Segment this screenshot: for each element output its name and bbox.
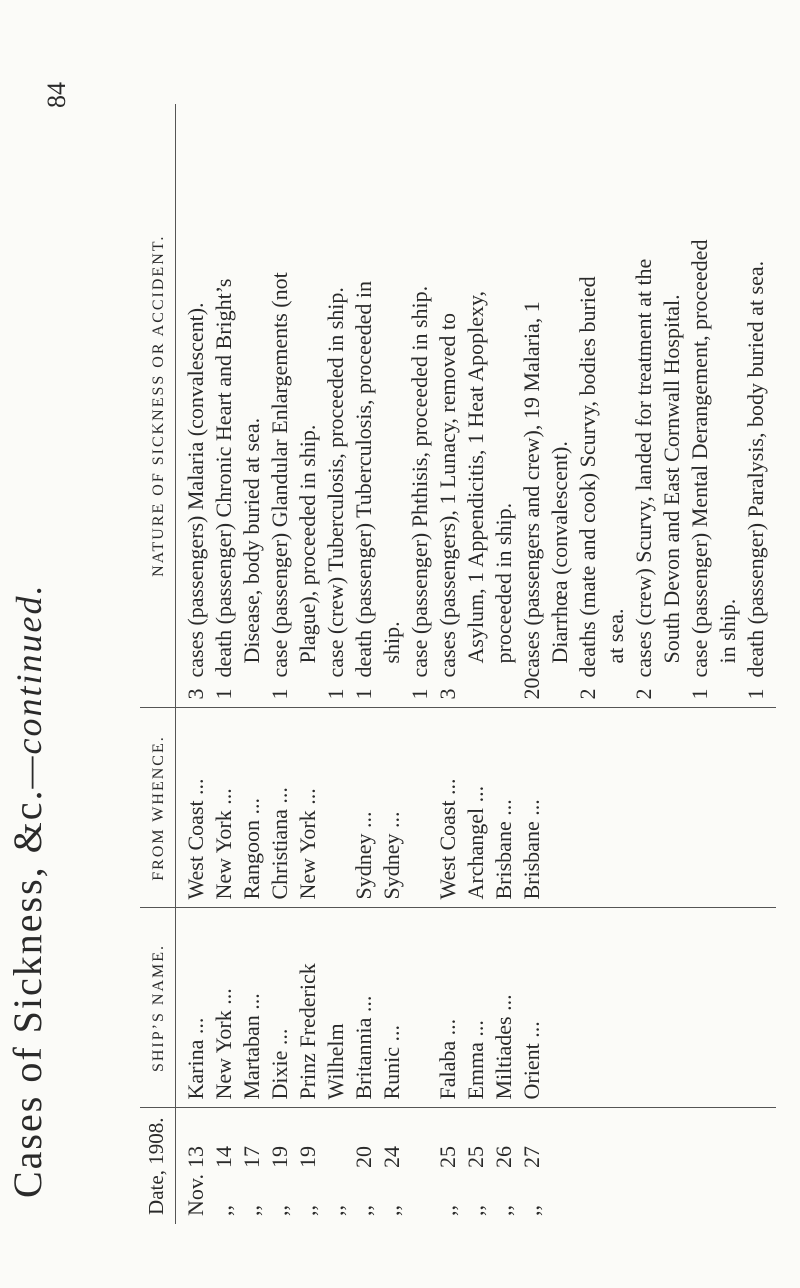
case-count: 1 <box>407 688 432 700</box>
nature-line: cases (passengers) Malaria (convalescent). <box>183 302 208 678</box>
nature-line: ship. <box>379 621 404 664</box>
case-count: 1 <box>687 688 712 700</box>
ship-name: Miltiades ... <box>491 994 516 1100</box>
nature-line: cases (passengers and crew), 19 Malaria, 1 <box>519 301 544 678</box>
date-day: 26 <box>491 1146 516 1168</box>
nature-line: case (crew) Tuberculosis, proceeded in ship. <box>323 287 348 678</box>
date-month: ,, <box>323 1205 348 1216</box>
date-month: ,, <box>267 1205 292 1216</box>
case-count: 1 <box>743 688 768 700</box>
header-row <box>140 104 176 1224</box>
running-head-title: Cases of Sickness, &c. <box>5 788 50 1198</box>
nature-entry <box>434 112 518 700</box>
date-month: ,, <box>519 1205 544 1216</box>
running-head-continued: —continued. <box>9 583 49 789</box>
date-day: 17 <box>239 1146 264 1168</box>
nature-entry <box>210 112 266 700</box>
ship-name: Britannia ... <box>351 995 376 1100</box>
from-port <box>322 717 350 900</box>
date-month: ,, <box>463 1205 488 1216</box>
nature-line: South Devon and East Cornwall Hospital. <box>659 294 684 664</box>
date-entry <box>518 1117 546 1217</box>
date-entry <box>406 1117 434 1217</box>
date-month: Nov. <box>183 1174 208 1216</box>
header-ship-name: SHIP’S NAME. <box>140 908 176 1108</box>
ship-name: Martaban ... <box>239 993 264 1100</box>
nature-line: death (passenger) Paralysis, body buried at sea. <box>743 260 768 678</box>
nature-line: case (passenger) Glandular Enlargements (not <box>267 272 292 678</box>
case-count: 2 <box>575 688 600 700</box>
from-port: Brisbane ... <box>519 799 544 900</box>
nature-text <box>266 112 322 678</box>
from-port: Rangoon ... <box>239 798 264 900</box>
date-day: 14 <box>211 1146 236 1168</box>
nature-line: cases (passengers), 1 Lunacy, removed to <box>435 313 460 678</box>
from-port: Archangel ... <box>463 785 488 900</box>
nature-line: at sea. <box>603 608 628 664</box>
page-number: 84 <box>42 82 71 108</box>
nature-text <box>210 112 266 678</box>
ship-name <box>406 917 434 1100</box>
ship-name: Karina ... <box>183 1017 208 1100</box>
date-column <box>176 1108 777 1224</box>
nature-entry <box>686 112 742 700</box>
case-count: 1 <box>323 688 348 700</box>
from-port: Sydney ... <box>351 811 376 900</box>
from-port: New York ... <box>295 788 320 900</box>
nature-entry <box>350 112 406 700</box>
header-from-whence: FROM WHENCE. <box>140 708 176 908</box>
nature-line: death (passenger) Chronic Heart and Bright’s <box>211 278 236 678</box>
date-entry <box>294 1117 322 1217</box>
nature-entry <box>406 112 434 700</box>
ship-name: New York ... <box>211 988 236 1100</box>
ship-name: Dixie ... <box>267 1028 292 1100</box>
from-port: West Coast ... <box>435 778 460 900</box>
header-nature: NATURE OF SICKNESS OR ACCIDENT. <box>140 104 176 708</box>
nature-text <box>686 112 742 678</box>
date-day: 13 <box>183 1146 208 1168</box>
nature-line: Asylum, 1 Appendicitis, 1 Heat Apoplexy, <box>463 290 488 664</box>
date-month: ,, <box>351 1205 376 1216</box>
nature-text <box>518 112 574 678</box>
nature-line: Plague), proceeded in ship. <box>295 424 320 664</box>
nature-line: Disease, body buried at sea. <box>239 417 264 664</box>
date-month: ,, <box>491 1205 516 1216</box>
nature-line: deaths (mate and cook) Scurvy, bodies buried <box>575 276 600 678</box>
ship-name: Runic ... <box>379 1024 404 1100</box>
date-day: 19 <box>295 1146 320 1168</box>
nature-line: cases (crew) Scurvy, landed for treatment at the <box>631 258 656 678</box>
case-count: 2 <box>631 688 656 700</box>
date-entry <box>322 1117 350 1217</box>
ship-name: Orient ... <box>519 1021 544 1100</box>
date-day: 27 <box>519 1146 544 1168</box>
from-port: West Coast ... <box>183 778 208 900</box>
ship-name-column <box>176 908 777 1108</box>
date-month: ,, <box>239 1205 264 1216</box>
date-entry <box>350 1117 378 1217</box>
date-entry <box>462 1117 490 1217</box>
nature-line: case (passenger) Phthisis, proceeded in ship. <box>407 285 432 678</box>
case-count: 3 <box>183 688 208 700</box>
nature-text <box>322 112 350 678</box>
date-month: ,, <box>295 1205 320 1216</box>
date-entry <box>238 1117 266 1217</box>
date-entry <box>490 1117 518 1217</box>
from-port: New York ... <box>211 788 236 900</box>
nature-entry <box>574 112 630 700</box>
case-count: 20 <box>519 677 544 700</box>
date-entry <box>266 1117 294 1217</box>
nature-text <box>630 112 686 678</box>
nature-entry <box>630 112 686 700</box>
nature-column <box>176 104 777 708</box>
nature-entry <box>322 112 350 700</box>
case-count: 1 <box>211 688 236 700</box>
date-day: 19 <box>267 1146 292 1168</box>
nature-text <box>406 112 434 678</box>
nature-entry <box>182 112 210 700</box>
case-count: 1 <box>351 688 376 700</box>
date-month: ,, <box>211 1205 236 1216</box>
nature-line: proceeded in ship. <box>491 502 516 664</box>
from-port <box>406 717 434 900</box>
nature-line: in ship. <box>715 598 740 664</box>
nature-entry <box>742 112 770 700</box>
nature-line: death (passenger) Tuberculosis, proceeded in <box>351 280 376 678</box>
from-port: Sydney ... <box>379 811 404 900</box>
from-port: Brisbane ... <box>491 799 516 900</box>
nature-text <box>350 112 406 678</box>
date-day: 25 <box>435 1146 460 1168</box>
date-entry <box>182 1117 210 1217</box>
sickness-table <box>140 104 776 1224</box>
table-body-row <box>176 104 777 1224</box>
nature-entry <box>266 112 322 700</box>
ship-name: Emma ... <box>463 1020 488 1100</box>
date-entry <box>378 1117 406 1217</box>
date-month: ,, <box>435 1205 460 1216</box>
date-day: 24 <box>379 1146 404 1168</box>
date-day: 25 <box>463 1146 488 1168</box>
case-count: 1 <box>267 688 292 700</box>
nature-line: Diarrhœa (convalescent). <box>547 441 572 664</box>
ship-name: Prinz Frederick <box>295 963 320 1100</box>
nature-entry <box>518 112 574 700</box>
nature-text <box>434 112 518 678</box>
running-head <box>4 584 51 1199</box>
nature-line: case (passenger) Mental Derangement, proceeded <box>687 239 712 678</box>
date-entry <box>434 1117 462 1217</box>
from-port: Christiana ... <box>267 787 292 900</box>
nature-text <box>742 112 770 678</box>
case-count: 3 <box>435 688 460 700</box>
date-day: 20 <box>351 1146 376 1168</box>
ship-name: Falaba ... <box>435 1018 460 1100</box>
nature-text <box>182 112 210 678</box>
header-date: Date, 1908. <box>140 1108 176 1224</box>
date-month: ,, <box>379 1205 404 1216</box>
from-whence-column <box>176 708 777 908</box>
ship-name: Wilhelm <box>323 1023 348 1100</box>
nature-text <box>574 112 630 678</box>
date-entry <box>210 1117 238 1217</box>
